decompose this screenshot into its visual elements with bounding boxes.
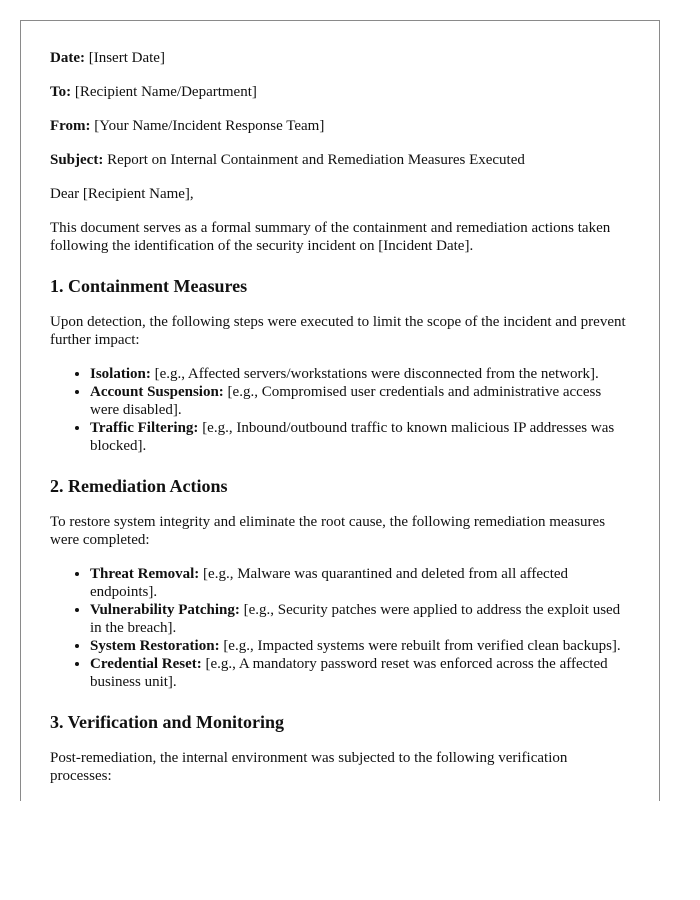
remediation-list [50, 565, 631, 691]
to-label: To: [50, 84, 72, 100]
list-item-label: Isolation: [90, 366, 151, 382]
to-field [50, 83, 631, 101]
list-item [90, 565, 631, 601]
list-item-label: Traffic Filtering: [90, 420, 199, 436]
list-item-text: [e.g., Inbound/outbound traffic to known malicious IP addresses was blocked]. [90, 420, 615, 454]
list-item [90, 419, 631, 455]
document-page [20, 20, 660, 801]
section-paragraph-containment: Upon detection, the following steps were executed to limit the scope of the incident and prevent further impact: [50, 314, 626, 348]
list-item [90, 365, 631, 383]
date-label: Date: [50, 50, 85, 66]
containment-list [50, 365, 631, 455]
list-item-text: [e.g., Affected servers/workstations were disconnected from the network]. [154, 366, 599, 382]
from-label: From: [50, 118, 91, 134]
list-item-label: Account Suspension: [90, 384, 224, 400]
list-item [90, 655, 631, 691]
list-item-text: [e.g., Security patches were applied to address the exploit used in the breach]. [90, 602, 621, 636]
section-heading-remediation: 2. Remediation Actions [50, 476, 228, 496]
date-field [50, 49, 631, 67]
date-value: [Insert Date] [88, 50, 165, 66]
section-heading-verification: 3. Verification and Monitoring [50, 712, 285, 732]
list-item-label: System Restoration: [90, 638, 220, 654]
list-item-label: Credential Reset: [90, 656, 202, 672]
list-item [90, 383, 631, 419]
from-value: [Your Name/Incident Response Team] [94, 118, 325, 134]
list-item [90, 637, 631, 655]
list-item-text: [e.g., A mandatory password reset was enforced across the affected business unit]. [90, 656, 608, 690]
section-heading-containment: 1. Containment Measures [50, 276, 248, 296]
to-value: [Recipient Name/Department] [74, 84, 257, 100]
section-paragraph-verification: Post-remediation, the internal environment was subjected to the following verification processes: [50, 750, 568, 784]
list-item-text: [e.g., Malware was quarantined and deleted from all affected endpoints]. [90, 566, 569, 600]
list-item-label: Threat Removal: [90, 566, 200, 582]
salutation: Dear [Recipient Name], [50, 186, 194, 202]
subject-value: Report on Internal Containment and Remediation Measures Executed [107, 152, 525, 168]
subject-label: Subject: [50, 152, 104, 168]
list-item-text: [e.g., Impacted systems were rebuilt from verified clean backups]. [223, 638, 621, 654]
section-paragraph-remediation: To restore system integrity and eliminate the root cause, the following remediation measures were completed: [50, 514, 606, 548]
from-field [50, 117, 631, 135]
subject-field [50, 151, 631, 169]
list-item-label: Vulnerability Patching: [90, 602, 240, 618]
intro-paragraph: This document serves as a formal summary of the containment and remediation actions taken following the identification of the security incident on [Incident Date]. [50, 220, 611, 254]
list-item [90, 601, 631, 637]
list-item-text: [e.g., Compromised user credentials and administrative access were disabled]. [90, 384, 602, 418]
